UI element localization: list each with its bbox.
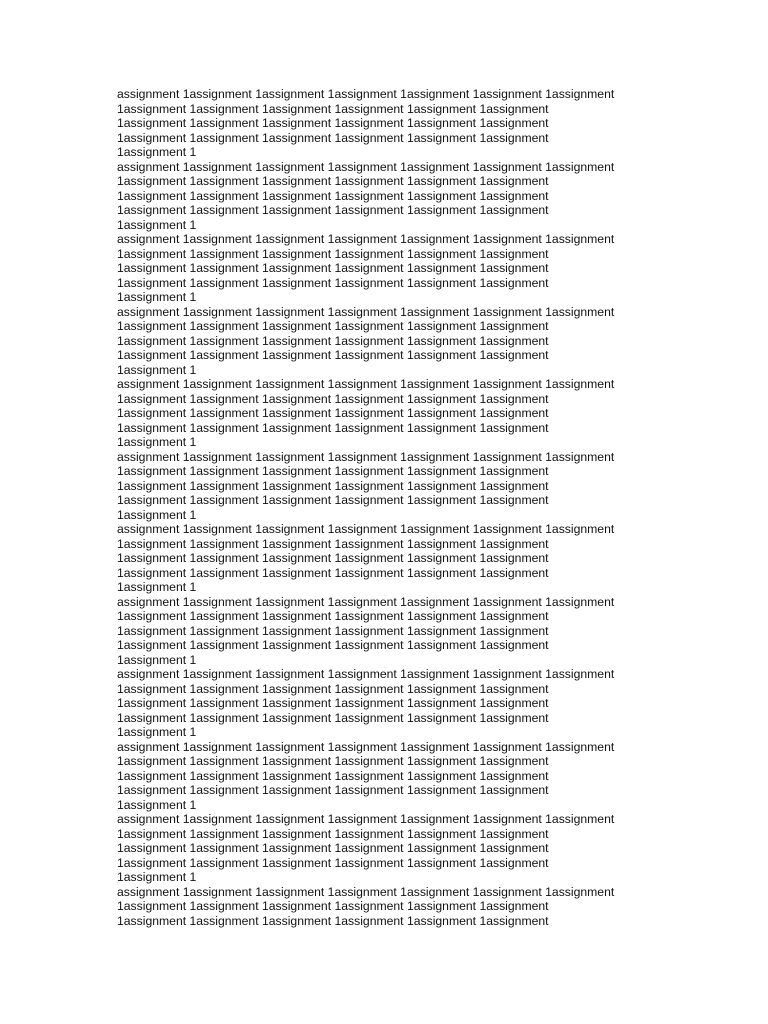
text-line: 1assignment 1assignment 1assignment 1assignment 1assignment 1assignment: [117, 174, 549, 188]
text-line: 1assignment 1assignment 1assignment 1assignment 1assignment 1assignment: [117, 710, 549, 725]
text-line: 1assignment 1: [117, 507, 197, 522]
text-line: 1assignment 1assignment 1assignment 1assignment 1assignment 1assignment: [117, 188, 549, 203]
text-line: assignment 1assignment 1assignment 1assignment 1assignment 1assignment 1assignment: [117, 87, 615, 101]
text-line: 1assignment 1assignment 1assignment 1assignment 1assignment 1assignment: [117, 899, 549, 913]
text-line: assignment 1assignment 1assignment 1assignment 1assignment 1assignment 1assignment: [117, 304, 615, 319]
text-line: 1assignment 1assignment 1assignment 1assignment 1assignment 1assignment: [117, 768, 549, 783]
text-line: 1assignment 1assignment 1assignment 1assignment 1assignment 1assignment: [117, 565, 549, 580]
text-line: 1assignment 1assignment 1assignment 1assignment 1assignment 1assignment: [117, 478, 549, 493]
text-line: 1assignment 1assignment 1assignment 1assignment 1assignment 1assignment: [117, 130, 549, 145]
text-line: assignment 1assignment 1assignment 1assignment 1assignment 1assignment 1assignment: [117, 812, 615, 826]
text-line: 1assignment 1assignment 1assignment 1assignment 1assignment 1assignment: [117, 319, 549, 333]
text-line: assignment 1assignment 1assignment 1assignment 1assignment 1assignment 1assignment: [117, 232, 615, 246]
text-line: 1assignment 1assignment 1assignment 1assignment 1assignment 1assignment: [117, 116, 549, 130]
text-line: 1assignment 1assignment 1assignment 1assignment 1assignment 1assignment: [117, 638, 549, 652]
text-line: 1assignment 1: [117, 217, 197, 232]
text-line: 1assignment 1: [117, 797, 197, 812]
text-line: 1assignment 1assignment 1assignment 1assignment 1assignment 1assignment: [117, 246, 549, 261]
text-line: 1assignment 1assignment 1assignment 1assignment 1assignment 1assignment: [117, 855, 549, 870]
text-line: 1assignment 1: [117, 290, 197, 304]
text-line: 1assignment 1assignment 1assignment 1assignment 1assignment 1assignment: [117, 420, 549, 435]
text-line: 1assignment 1assignment 1assignment 1assignment 1assignment 1assignment: [117, 913, 549, 928]
text-line: 1assignment 1assignment 1assignment 1assignment 1assignment 1assignment: [117, 681, 549, 696]
text-line: 1assignment 1: [117, 580, 197, 594]
text-line: 1assignment 1assignment 1assignment 1assignment 1assignment 1assignment: [117, 101, 549, 116]
text-line: 1assignment 1: [117, 145, 197, 159]
text-line: 1assignment 1assignment 1assignment 1assignment 1assignment 1assignment: [117, 551, 549, 565]
text-line: 1assignment 1assignment 1assignment 1assignment 1assignment 1assignment: [117, 783, 549, 797]
text-line: assignment 1assignment 1assignment 1assignment 1assignment 1assignment 1assignment: [117, 377, 615, 391]
text-line: 1assignment 1assignment 1assignment 1assignment 1assignment 1assignment: [117, 406, 549, 420]
text-line: assignment 1assignment 1assignment 1assignment 1assignment 1assignment 1assignment: [117, 449, 615, 464]
text-line: assignment 1assignment 1assignment 1assignment 1assignment 1assignment 1assignment: [117, 884, 615, 899]
text-line: 1assignment 1assignment 1assignment 1assignment 1assignment 1assignment: [117, 391, 549, 406]
text-line: 1assignment 1: [117, 652, 197, 667]
text-line: 1assignment 1assignment 1assignment 1assignment 1assignment 1assignment: [117, 754, 549, 768]
text-line: 1assignment 1: [117, 362, 197, 377]
text-line: 1assignment 1assignment 1assignment 1assignment 1assignment 1assignment: [117, 493, 549, 507]
text-line: 1assignment 1assignment 1assignment 1assignment 1assignment 1assignment: [117, 275, 549, 290]
text-line: 1assignment 1assignment 1assignment 1assignment 1assignment 1assignment: [117, 348, 549, 362]
text-line: 1assignment 1assignment 1assignment 1assignment 1assignment 1assignment: [117, 609, 549, 623]
text-line: assignment 1assignment 1assignment 1assignment 1assignment 1assignment 1assignment: [117, 667, 615, 681]
text-line: 1assignment 1assignment 1assignment 1assignment 1assignment 1assignment: [117, 261, 549, 275]
text-line: 1assignment 1: [117, 870, 197, 884]
text-line: assignment 1assignment 1assignment 1assignment 1assignment 1assignment 1assignment: [117, 159, 615, 174]
text-line: 1assignment 1: [117, 435, 197, 449]
text-line: 1assignment 1assignment 1assignment 1assignment 1assignment 1assignment: [117, 536, 549, 551]
text-line: 1assignment 1assignment 1assignment 1assignment 1assignment 1assignment: [117, 826, 549, 841]
text-line: 1assignment 1assignment 1assignment 1assignment 1assignment 1assignment: [117, 464, 549, 478]
text-line: 1assignment 1: [117, 725, 197, 739]
text-line: 1assignment 1assignment 1assignment 1assignment 1assignment 1assignment: [117, 841, 549, 855]
text-line: 1assignment 1assignment 1assignment 1assignment 1assignment 1assignment: [117, 203, 549, 217]
text-line: assignment 1assignment 1assignment 1assignment 1assignment 1assignment 1assignment: [117, 594, 615, 609]
text-line: assignment 1assignment 1assignment 1assignment 1assignment 1assignment 1assignment: [117, 522, 615, 536]
text-line: 1assignment 1assignment 1assignment 1assignment 1assignment 1assignment: [117, 623, 549, 638]
text-line: 1assignment 1assignment 1assignment 1assignment 1assignment 1assignment: [117, 696, 549, 710]
text-line: assignment 1assignment 1assignment 1assignment 1assignment 1assignment 1assignment: [117, 739, 615, 754]
text-line: 1assignment 1assignment 1assignment 1assignment 1assignment 1assignment: [117, 333, 549, 348]
body-text: [117, 87, 677, 928]
